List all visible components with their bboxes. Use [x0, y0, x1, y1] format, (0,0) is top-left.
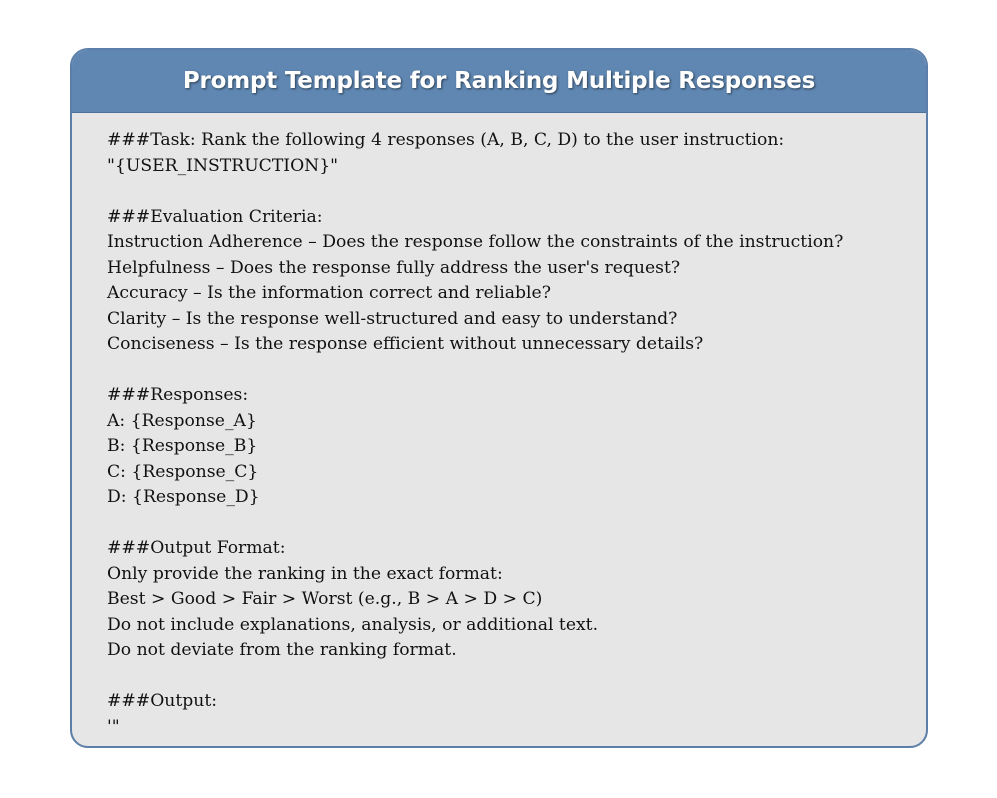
criteria-item: Helpfulness – Does the response fully address the user's request? [107, 257, 681, 278]
criteria-item: Conciseness – Is the response efficient without unnecessary details? [107, 334, 704, 354]
card-body [72, 113, 926, 740]
response-item: A: {Response_A} [107, 410, 257, 431]
output-format-heading: ###Output Format: [107, 538, 286, 558]
responses-heading: ###Responses: [107, 385, 249, 405]
task-line-2: "{USER_INSTRUCTION}" [107, 155, 339, 176]
output-value: '" [107, 716, 120, 737]
spacer [107, 511, 926, 537]
criteria-item: Clarity – Is the response well-structured and easy to understand? [107, 308, 678, 329]
output-heading: ###Output: [107, 691, 218, 711]
spacer [107, 664, 926, 690]
output-format-item: Best > Good > Fair > Worst (e.g., B > A > D > C) [107, 589, 543, 609]
response-item: D: {Response_D} [107, 487, 260, 507]
prompt-template-card [70, 48, 928, 748]
output-format-item: Do not deviate from the ranking format. [107, 640, 457, 660]
output-format-item: Only provide the ranking in the exact format: [107, 563, 503, 584]
criteria-heading: ###Evaluation Criteria: [107, 206, 323, 227]
output-format-item: Do not include explanations, analysis, or additional text. [107, 614, 599, 635]
response-item: B: {Response_B} [107, 436, 258, 456]
response-item: C: {Response_C} [107, 461, 259, 482]
criteria-item: Accuracy – Is the information correct and reliable? [107, 283, 551, 303]
spacer [107, 179, 926, 205]
task-line-1: ###Task: Rank the following 4 responses (A, B, C, D) to the user instruction: [107, 130, 785, 150]
criteria-item: Instruction Adherence – Does the response follow the constraints of the instruction? [107, 232, 844, 252]
card-header [72, 50, 926, 113]
spacer [107, 358, 926, 384]
card-title: Prompt Template for Ranking Multiple Responses [182, 68, 816, 94]
